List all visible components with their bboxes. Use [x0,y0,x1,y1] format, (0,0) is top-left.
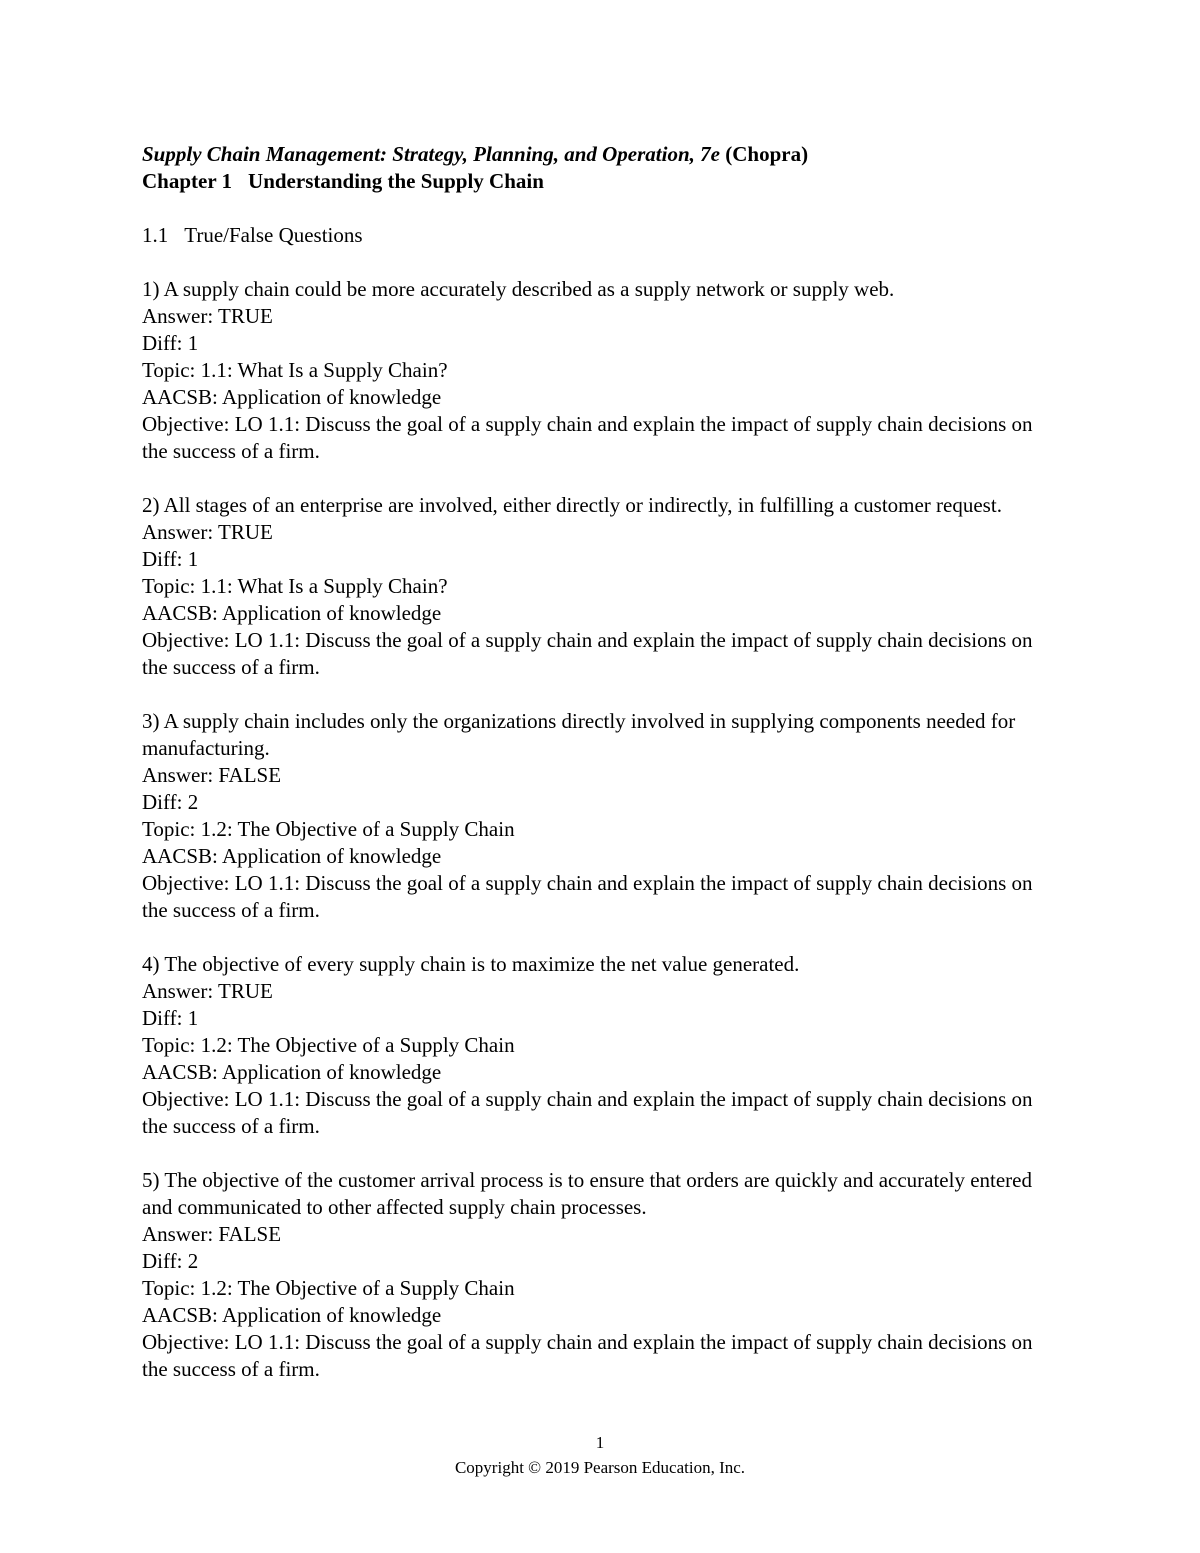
question-aacsb: AACSB: Application of knowledge [142,601,442,625]
question-text: 5) The objective of the customer arrival process is to ensure that orders are quickly and accurately entered and communicated to other affected supply chain processes. [142,1168,1032,1219]
question-difficulty: Diff: 1 [142,1006,199,1030]
page-content [142,141,1042,1383]
question-item [142,1167,1042,1383]
question-item [142,276,1042,465]
question-difficulty: Diff: 2 [142,1249,199,1273]
question-answer: Answer: TRUE [142,979,273,1003]
page-number: 1 [595,1433,605,1452]
section-number: 1.1 [142,223,169,247]
question-item [142,708,1042,924]
book-title: Supply Chain Management: Strategy, Planning, and Operation, 7e [142,142,720,166]
question-topic: Topic: 1.2: The Objective of a Supply Chain [142,1033,515,1057]
question-topic: Topic: 1.1: What Is a Supply Chain? [142,358,448,382]
question-text: 3) A supply chain includes only the organizations directly involved in supplying components needed for manufacturing. [142,709,1016,760]
question-aacsb: AACSB: Application of knowledge [142,385,442,409]
question-aacsb: AACSB: Application of knowledge [142,1303,442,1327]
book-author: (Chopra) [725,142,809,166]
question-item [142,492,1042,681]
question-item [142,951,1042,1140]
question-answer: Answer: FALSE [142,1222,282,1246]
chapter-heading [142,168,1042,195]
question-objective: Objective: LO 1.1: Discuss the goal of a supply chain and explain the impact of supply chain decisions on the success of a firm. [142,412,1033,463]
question-objective: Objective: LO 1.1: Discuss the goal of a supply chain and explain the impact of supply chain decisions on the success of a firm. [142,1087,1033,1138]
question-answer: Answer: FALSE [142,763,282,787]
chapter-name: Understanding the Supply Chain [248,169,544,193]
question-difficulty: Diff: 1 [142,331,199,355]
question-answer: Answer: TRUE [142,520,273,544]
question-difficulty: Diff: 1 [142,547,199,571]
question-objective: Objective: LO 1.1: Discuss the goal of a supply chain and explain the impact of supply chain decisions on the success of a firm. [142,1330,1033,1381]
question-answer: Answer: TRUE [142,304,273,328]
section-heading [142,222,1042,249]
question-text: 1) A supply chain could be more accurately described as a supply network or supply web. [142,277,895,301]
question-text: 2) All stages of an enterprise are involved, either directly or indirectly, in fulfilling a customer request. [142,493,1002,517]
question-text: 4) The objective of every supply chain is to maximize the net value generated. [142,952,800,976]
question-topic: Topic: 1.2: The Objective of a Supply Chain [142,817,515,841]
chapter-label: Chapter 1 [142,169,233,193]
section-title: True/False Questions [184,223,363,247]
question-objective: Objective: LO 1.1: Discuss the goal of a supply chain and explain the impact of supply chain decisions on the success of a firm. [142,871,1033,922]
question-difficulty: Diff: 2 [142,790,199,814]
question-aacsb: AACSB: Application of knowledge [142,1060,442,1084]
question-topic: Topic: 1.2: The Objective of a Supply Chain [142,1276,515,1300]
question-aacsb: AACSB: Application of knowledge [142,844,442,868]
question-objective: Objective: LO 1.1: Discuss the goal of a supply chain and explain the impact of supply chain decisions on the success of a firm. [142,628,1033,679]
copyright-notice: Copyright © 2019 Pearson Education, Inc. [454,1458,746,1477]
book-title-line [142,141,1042,168]
question-topic: Topic: 1.1: What Is a Supply Chain? [142,574,448,598]
